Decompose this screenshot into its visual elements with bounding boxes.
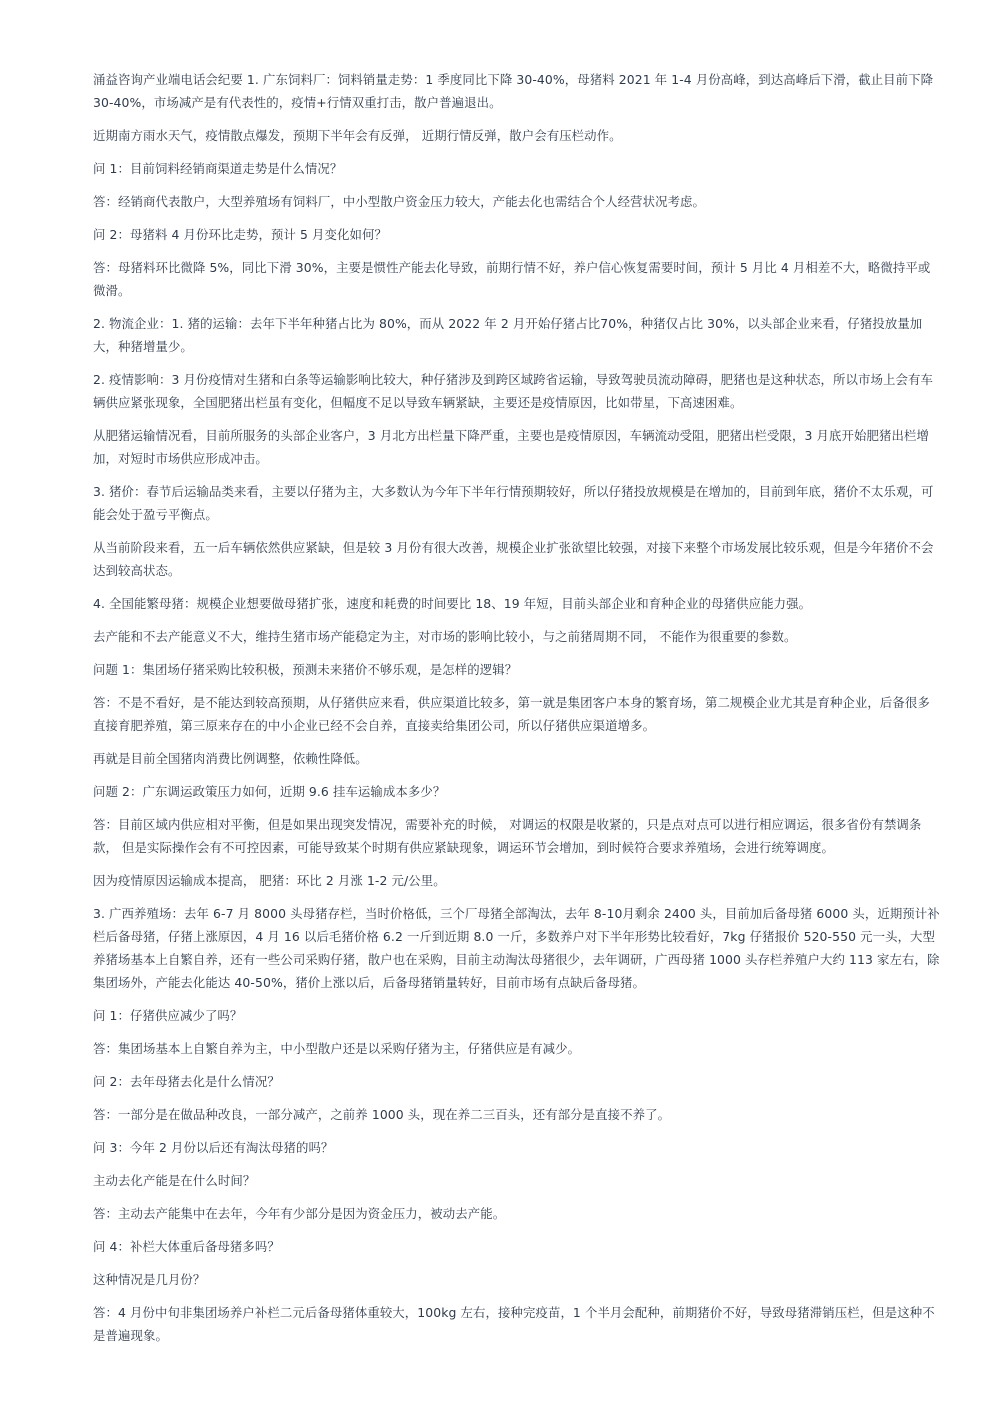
question: 问 2：去年母猪去化是什么情况？ <box>93 1074 280 1089</box>
paragraph: 近期南方雨水天气，疫情散点爆发，预期下半年会有反弹， 近期行情反弹，散户会有压栏动作。 <box>93 128 622 143</box>
section-logistics: 2. 物流企业：1. 猪的运输：去年下半年种猪占比为 80%，而从 2022 年 2 月开始仔猪占比70%，种猪仅占比 30%，以头部企业来看，仔猪投放量加大，种猪增量少。 <box>93 316 923 354</box>
question: 问题 1：集团场仔猪采购比较积极，预测未来猪价不够乐观，是怎样的逻辑？ <box>93 662 518 677</box>
section-guangxi-farm: 3. 广西养殖场：去年 6-7 月 8000 头母猪存栏，当时价格低，三个厂母猪全部淘汰，去年 8-10月剩余 2400 头，目前加后备母猪 6000 头，近期预计补栏后备母猪，仔猪上涨原因，4 月 16 以后毛猪价格 6.2 一斤到近期 8.0 一斤，多数养户对下半年形势比较看好，7kg 仔猪报价 520-550 元一头，大型养猪场基本上自繁自养，还有一些公司采购仔猪，散户也在采购，目前主动淘汰母猪很少，去年调研，广西母猪 1000 头存栏养殖户大约 113 家左右，除集团场外，产能去化能达 40-50%，猪价上涨以后，后备母猪销量转好，目前市场有点缺后备母猪。 <box>93 906 940 990</box>
answer: 答：经销商代表散户，大型养殖场有饲料厂，中小型散户资金压力较大，产能去化也需结合个人经营状况考虑。 <box>93 194 706 209</box>
question: 问 1：仔猪供应减少了吗？ <box>93 1008 243 1023</box>
question: 问 2：母猪料 4 月份环比走势，预计 5 月变化如何？ <box>93 227 387 242</box>
question: 问 1：目前饲料经销商渠道走势是什么情况？ <box>93 161 343 176</box>
paragraph: 2. 疫情影响：3 月份疫情对生猪和白条等运输影响比较大，种仔猪涉及到跨区域跨省运输，导致驾驶员流动障碍，肥猪也是这种状态，所以市场上会有车辆供应紧张现象，全国肥猪出栏虽有变化，但幅度不足以导致车辆紧缺，主要还是疫情原因，比如带星，下高速困难。 <box>93 372 933 410</box>
question: 这种情况是几月份？ <box>93 1272 206 1287</box>
answer: 答：主动去产能集中在去年，今年有少部分是因为资金压力，被动去产能。 <box>93 1206 506 1221</box>
question: 问 3：今年 2 月份以后还有淘汰母猪的吗？ <box>93 1140 334 1155</box>
paragraph: 3. 猪价：春节后运输品类来看，主要以仔猪为主，大多数认为今年下半年行情预期较好，所以仔猪投放规模是在增加的，目前到年底，猪价不太乐观，可能会处于盈亏平衡点。 <box>93 484 934 522</box>
answer: 答：4 月份中旬非集团场养户补栏二元后备母猪体重较大，100kg 左右，接种完疫苗，1 个半月会配种，前期猪价不好，导致母猪滞销压栏，但是这种不是普遍现象。 <box>93 1305 935 1343</box>
paragraph: 4. 全国能繁母猪：规模企业想要做母猪扩张，速度和耗费的时间要比 18、19 年短，目前头部企业和育种企业的母猪供应能力强。 <box>93 596 812 611</box>
answer: 答：集团场基本上自繁自养为主，中小型散户还是以采购仔猪为主，仔猪供应是有减少。 <box>93 1041 581 1056</box>
answer: 答：一部分是在做品种改良，一部分减产，之前养 1000 头，现在养二三百头，还有部分是直接不养了。 <box>93 1107 671 1122</box>
question: 主动去化产能是在什么时间？ <box>93 1173 256 1188</box>
question: 问题 2：广东调运政策压力如何，近期 9.6 挂车运输成本多少？ <box>93 784 446 799</box>
paragraph-intro: 涌益咨询产业端电话会纪要 1. 广东饲料厂：饲料销量走势：1 季度同比下降 30-40%，母猪料 2021 年 1-4 月份高峰，到达高峰后下滑，截止目前下降 30-40%，市场减产是有代表性的，疫情+行情双重打击，散户普遍退出。 <box>93 72 934 110</box>
answer: 答：目前区域内供应相对平衡，但是如果出现突发情况，需要补充的时候， 对调运的权限是收紧的，只是点对点可以进行相应调运，很多省份有禁调条款， 但是实际操作会有不可控因素，可能导致某个时期有供应紧缺现象，调运环节会增加，到时候符合要求养殖场，会进行统筹调度。 <box>93 817 922 855</box>
paragraph: 从当前阶段来看，五一后车辆依然供应紧缺，但是较 3 月份有很大改善，规模企业扩张欲望比较强，对接下来整个市场发展比较乐观，但是今年猪价不会达到较高状态。 <box>93 540 934 578</box>
answer: 答：不是不看好，是不能达到较高预期，从仔猪供应来看，供应渠道比较多，第一就是集团客户本身的繁育场，第二规模企业尤其是育种企业，后备很多直接育肥养殖，第三原来存在的中小企业已经不会自养，直接卖给集团公司，所以仔猪供应渠道增多。 <box>93 695 930 733</box>
paragraph: 再就是目前全国猪肉消费比例调整，依赖性降低。 <box>93 751 368 766</box>
paragraph: 从肥猪运输情况看，目前所服务的头部企业客户，3 月北方出栏量下降严重，主要也是疫情原因，车辆流动受阻，肥猪出栏受限，3 月底开始肥猪出栏增加，对短时市场供应形成冲击。 <box>93 428 929 466</box>
paragraph: 因为疫情原因运输成本提高， 肥猪：环比 2 月涨 1-2 元/公里。 <box>93 873 446 888</box>
document-body <box>93 68 941 1357</box>
paragraph: 去产能和不去产能意义不大，维持生猪市场产能稳定为主，对市场的影响比较小，与之前猪周期不同， 不能作为很重要的参数。 <box>93 629 797 644</box>
answer: 答：母猪料环比微降 5%，同比下滑 30%，主要是惯性产能去化导致，前期行情不好，养户信心恢复需要时间，预计 5 月比 4 月相差不大，略微持平或微滑。 <box>93 260 931 298</box>
question: 问 4：补栏大体重后备母猪多吗？ <box>93 1239 280 1254</box>
